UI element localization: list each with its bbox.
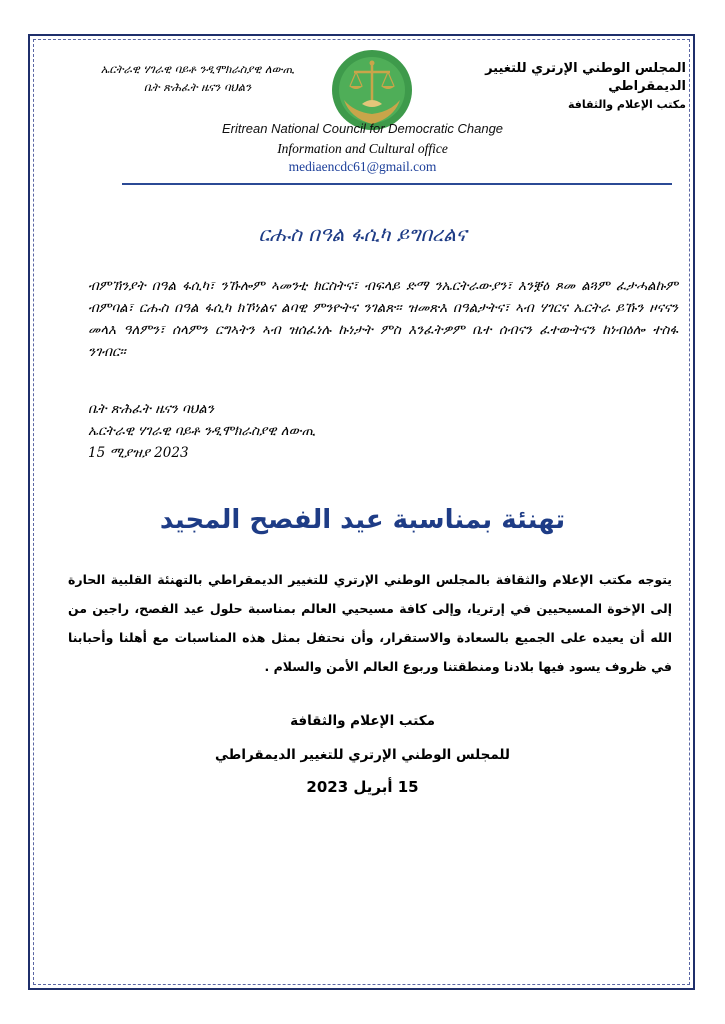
tigrinya-signature — [88, 398, 488, 464]
english-office-name: Information and Cultural office — [277, 141, 448, 156]
arabic-sign-office: مكتب الإعلام والثقافة — [290, 713, 435, 729]
arabic-office-name: مكتب الإعلام والثقافة — [567, 98, 686, 111]
tigrinya-sign-office: ቤት ጽሕፈት ዜናን ባህልን — [88, 401, 214, 417]
tigrinya-date: 15 ሚያዝያ 2023 — [88, 445, 189, 461]
arabic-date: 15 أبريل 2023 — [306, 778, 419, 796]
header-tigrinya — [60, 60, 335, 96]
tigrinya-sign-org: ኤርትራዊ ሃገራዊ ባይቶ ንዲሞክራስያዊ ለውጢ — [88, 423, 316, 439]
tigrinya-org-name: ኤርትራዊ ሃገራዊ ባይቶ ንዲሞክራስያዊ ለውጢ — [100, 62, 295, 76]
arabic-body: يتوجه مكتب الإعلام والثقافة بالمجلس الوطني الإرتري للتغيير الديمقراطي بالتهنئة القلبية الحارة إلى الإخوة المسيحيين في إرتريا، وإلى كافة مسيحيي العالم بمناسبة حلول عيد الفصح، راجين من الله أن يعيده على الجميع بالسعادة والاستقرار، وأن نحتفل بمثل هذه المناسبات مع أهلنا وأحبابنا في ظروف يسود فيها بلادنا ومنطقتنا وربوع العالم الأمن والسلام . — [68, 572, 672, 674]
english-org-name: Eritrean National Council for Democratic Change — [221, 121, 504, 136]
council-logo-icon — [330, 48, 414, 132]
tigrinya-office-name: ቤት ጽሕፈት ዜናን ባህልን — [143, 80, 252, 94]
arabic-sign-org: للمجلس الوطني الإرتري للتغيير الديمقراطي — [215, 747, 510, 763]
tigrinya-title: ርሑስ በዓል ፋሲካ ይግበረልና — [258, 222, 467, 246]
contact-email: mediaencdc61@gmail.com — [288, 159, 437, 174]
header-arabic — [418, 60, 686, 114]
arabic-org-name: المجلس الوطني الإرتري للتغيير الديمقراطي — [485, 61, 686, 94]
arabic-title: تهنئة بمناسبة عيد الفصح المجيد — [159, 505, 566, 535]
header-divider — [122, 183, 672, 185]
tigrinya-body: ብምኽንያት በዓል ፋሲካ፣ ንኹሎም ኣመንቲ ክርስትና፣ ብፍላይ ድማ ንኤርትራውያን፣ እንቛዕ ጾመ ልጓም ፈታሓልኩም ብምባል፣ ርሑስ በዓል ፋሲካ ክኾነልና ልባዊ ምንዮትና ንገልጽ። ዝመጽእ በዓልታትና፣ ኣብ ሃገርና ኤርትራ ይኹን ዞናናን መላእ ዓለምን፣ ሰላምን ርግኣትን ኣብ ዝሰፈነሉ ኩነታት ምስ እንፈትዎም ቤተ ሰብናን ፈተውትናን ከነብዕሎ ተስፋ ንገብር። — [88, 278, 678, 360]
